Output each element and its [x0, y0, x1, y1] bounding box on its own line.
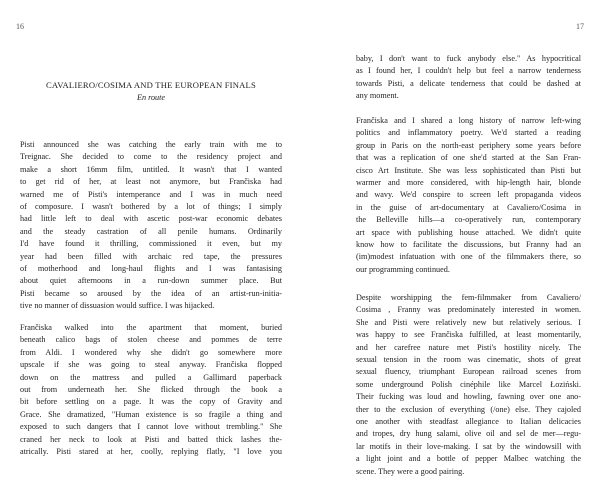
- text-line: some underground Polish cinéphile like Marcel Łoziński.: [356, 379, 581, 389]
- right-page: [300, 0, 600, 480]
- text-line: atrically. Pisti stared at her, coolly, replying flatly, "I love you: [20, 447, 282, 457]
- text-line: was happy to see Frančiska fulfilled, at least momentarily,: [356, 330, 581, 340]
- text-line: and her carefree nature met Pisti's hostility nicely. The: [356, 342, 581, 352]
- text-line: had little left to deal with ascetic post-war economic debates: [20, 214, 282, 224]
- text-line: baby, I don't want to fuck anybody else." As hypocritical: [356, 54, 581, 63]
- text-line: the Belleville hills—a co-operatively run, contemporary: [356, 215, 581, 225]
- text-line: lar motifs in their love-making. I sat by the windowsill with: [356, 441, 581, 451]
- text-line: tive no manner of dissuasion would suffice. I was hijacked.: [20, 301, 215, 311]
- text-line: Despite worshipping the fem-filmmaker from Cavaliero/: [356, 293, 581, 302]
- text-line: year had been filled with archaic red tape, the pressures: [20, 251, 282, 261]
- text-line: warmer and more considered, with hip-length hair, blonde: [356, 178, 581, 188]
- text-line: about quiet afternoons in a run-down summer place. But: [20, 276, 282, 286]
- text-line: of motherhood and long-haul flights and I was fantasising: [20, 264, 282, 274]
- text-line: in the guise of art-documentary at Cavaliero/Cosima in: [356, 202, 581, 212]
- text-line: out from underneath her. She flicked through the book a: [20, 385, 282, 395]
- text-line: make a short 16mm film, untitled. It wasn't that I wanted: [20, 164, 282, 174]
- text-line: Pisti became so aroused by the idea of an artist-run-initia-: [20, 288, 282, 298]
- text-line: Frančiska walked into the apartment that moment, buried: [20, 323, 282, 332]
- chapter-title: CAVALIERO/COSIMA AND THE EUROPEAN FINALS: [46, 80, 256, 90]
- text-line: sexual fluency, triumphant European railroad scenes from: [356, 367, 581, 377]
- text-line: politics and inflammatory poetry. We'd started a reading: [356, 128, 581, 138]
- text-line: Pisti announced she was catching the early train with me to: [20, 140, 282, 149]
- text-line: ther to the exclusion of everything (/one) else. They cajoled: [356, 404, 581, 414]
- text-line: exposed to such dangers that I cannot love without trembling." She: [20, 422, 282, 432]
- text-line: a light joint and a bottle of pepper Malbec watching the: [356, 454, 581, 464]
- text-line: from Aldi. I wondered why she didn't go somewhere more: [20, 347, 282, 357]
- text-line: and wavy. We'd conspire to screen left propaganda videos: [356, 190, 581, 200]
- text-line: (im)modest infatuation with one of the filmmakers there, so: [356, 252, 581, 262]
- chapter-subtitle: En route: [136, 93, 166, 102]
- page-number-left: 16: [16, 22, 24, 31]
- page-number-right: 17: [576, 22, 584, 31]
- text-line: Their fucking was loud and howling, fawning over one ano-: [356, 392, 581, 402]
- text-line: I'd have found it thrilling, commissioned it even, but my: [20, 239, 282, 249]
- left-paragraph-2: [20, 322, 282, 458]
- text-line: Cosima , Franny was predominately interested in women.: [356, 305, 581, 315]
- text-line: towards Pisti, a delicate tenderness that could be dashed at: [356, 78, 581, 88]
- text-line: Frančiska and I shared a long history of narrow left-wing: [356, 116, 581, 125]
- text-line: beneath calico bags of stolen cheese and pommes de terre: [20, 335, 282, 345]
- text-line: cisco Art Institute. She was less sophisticated than Pisti but: [356, 165, 581, 175]
- text-line: scene. They were a good pairing.: [356, 466, 465, 476]
- text-line: craned her neck to look at Pisti and batted thick lashes the-: [20, 434, 282, 444]
- text-line: warned me of Pisti's intemperance and I was in much need: [20, 189, 282, 199]
- right-paragraph-1: [356, 53, 581, 103]
- text-line: sexual tension in the room was cinematic, shots of great: [356, 355, 581, 365]
- right-paragraph-2: [356, 115, 581, 276]
- text-line: and the steady castration of all penile humans. Ordinarily: [20, 226, 282, 236]
- text-line: down on the mattress and pulled a Gallimard paperback: [20, 372, 282, 382]
- text-line: Treignac. She decided to come to the residency project and: [20, 152, 282, 162]
- text-line: bit before settling on a page. It was the copy of Gravity and: [20, 397, 282, 407]
- text-line: Grace. She dramatized, "Human existence is so fragile a thing and: [20, 409, 282, 419]
- text-line: know how to facilitate the discussions, but Franny had an: [356, 240, 581, 250]
- right-paragraph-3: [356, 292, 581, 478]
- text-line: of composure. I wasn't bothered by a lot of things; I simply: [20, 202, 282, 212]
- text-line: art space with publishing house attached. We didn't quite: [356, 227, 581, 237]
- text-line: any moment.: [356, 91, 399, 101]
- text-line: She and Pisti were relatively new but relatively serious. I: [356, 317, 581, 327]
- left-paragraph-1: [20, 139, 282, 313]
- text-line: one another with steadfast allegiance to Italian delicacies: [356, 417, 581, 427]
- text-line: that was a replication of one she'd started at the San Fran-: [356, 153, 581, 163]
- text-line: upscale if she was going to steal anyway. Frančiska flopped: [20, 360, 282, 370]
- text-line: our programming continued.: [356, 264, 450, 274]
- text-line: as I found her, I couldn't help but feel a narrow tenderness: [356, 66, 581, 76]
- text-line: to get rid of her, at least not anymore, but Frančiska had: [20, 177, 282, 187]
- text-line: and tropes, dry hung salami, olive oil and sel de mer—regu-: [356, 429, 581, 439]
- text-line: group in Paris on the north-east periphery some years before: [356, 140, 581, 150]
